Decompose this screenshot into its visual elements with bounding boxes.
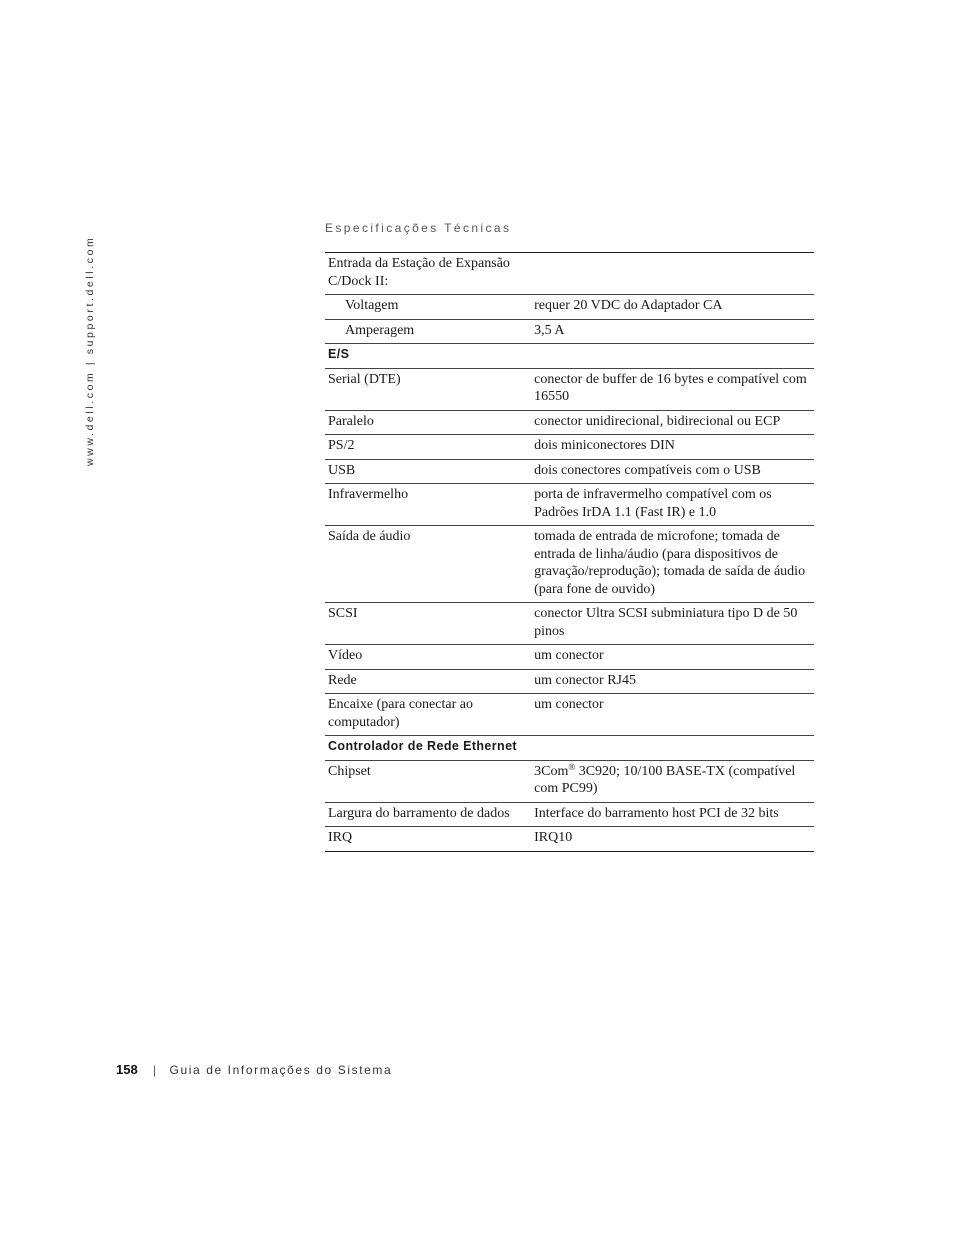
section-header-label: E/S: [325, 344, 529, 369]
table-row: [325, 410, 814, 435]
brand-name: 3Com: [534, 763, 569, 779]
section-title: Especificações Técnicas: [325, 221, 512, 235]
table-row: [325, 484, 814, 526]
row-value: 3,5 A: [529, 319, 814, 344]
table-row: [325, 368, 814, 410]
table-row: [325, 295, 814, 320]
row-value: requer 20 VDC do Adaptador CA: [529, 295, 814, 320]
guide-title: Guia de Informações do Sistema: [169, 1063, 393, 1077]
table-row: [325, 526, 814, 603]
row-value: um conector: [529, 645, 814, 670]
registered-mark: ®: [568, 761, 576, 772]
row-value: um conector RJ45: [529, 669, 814, 694]
row-value: [529, 253, 814, 295]
table-row: [325, 319, 814, 344]
row-value: [529, 344, 814, 369]
row-label: Chipset: [325, 760, 529, 802]
row-value: conector de buffer de 16 bytes e compatível com 16550: [529, 368, 814, 410]
row-label: Largura do barramento de dados: [325, 802, 529, 827]
table-row: [325, 645, 814, 670]
page-footer: [116, 1062, 392, 1077]
row-value: IRQ10: [529, 827, 814, 852]
spec-table: [325, 252, 814, 852]
table-row: [325, 459, 814, 484]
table-row: [325, 253, 814, 295]
side-url-text: www.dell.com | support.dell.com: [84, 235, 96, 466]
row-label: IRQ: [325, 827, 529, 852]
row-value: um conector: [529, 694, 814, 736]
row-label: Saída de áudio: [325, 526, 529, 603]
row-value-text: 3C920; 10/100 BASE-TX (compatível com PC99): [534, 763, 796, 796]
row-value: [529, 760, 814, 802]
table-row: [325, 669, 814, 694]
row-label: Encaixe (para conectar ao computador): [325, 694, 529, 736]
row-value: conector Ultra SCSI subminiatura tipo D de 50 pinos: [529, 603, 814, 645]
table-row: [325, 827, 814, 852]
row-value: dois conectores compatíveis com o USB: [529, 459, 814, 484]
row-label: Entrada da Estação de Expansão C/Dock II:: [328, 256, 510, 289]
row-value: tomada de entrada de microfone; tomada de entrada de linha/áudio (para dispositivos de gravação/reprodução); tomada de saída de áudio (para fone de ouvido): [529, 526, 814, 603]
table-row: [325, 760, 814, 802]
row-label: PS/2: [325, 435, 529, 460]
row-label: Amperagem: [325, 319, 529, 344]
row-value: Interface do barramento host PCI de 32 bits: [529, 802, 814, 827]
row-label: Vídeo: [325, 645, 529, 670]
row-label: Paralelo: [325, 410, 529, 435]
row-label: Voltagem: [325, 295, 529, 320]
page-number: 158: [116, 1062, 138, 1077]
row-value: porta de infravermelho compatível com os Padrões IrDA 1.1 (Fast IR) e 1.0: [529, 484, 814, 526]
row-value: conector unidirecional, bidirecional ou ECP: [529, 410, 814, 435]
table-row: [325, 802, 814, 827]
footer-separator: |: [153, 1063, 157, 1077]
row-label: USB: [325, 459, 529, 484]
row-value: [529, 736, 814, 761]
table-row: [325, 603, 814, 645]
row-label: Rede: [325, 669, 529, 694]
table-section-header: [325, 736, 814, 761]
table-section-header: [325, 344, 814, 369]
table-row: [325, 694, 814, 736]
table-row: [325, 435, 814, 460]
row-label: Serial (DTE): [325, 368, 529, 410]
row-label: SCSI: [325, 603, 529, 645]
section-header-label: Controlador de Rede Ethernet: [325, 736, 529, 761]
row-label: Infravermelho: [325, 484, 529, 526]
row-value: dois miniconectores DIN: [529, 435, 814, 460]
